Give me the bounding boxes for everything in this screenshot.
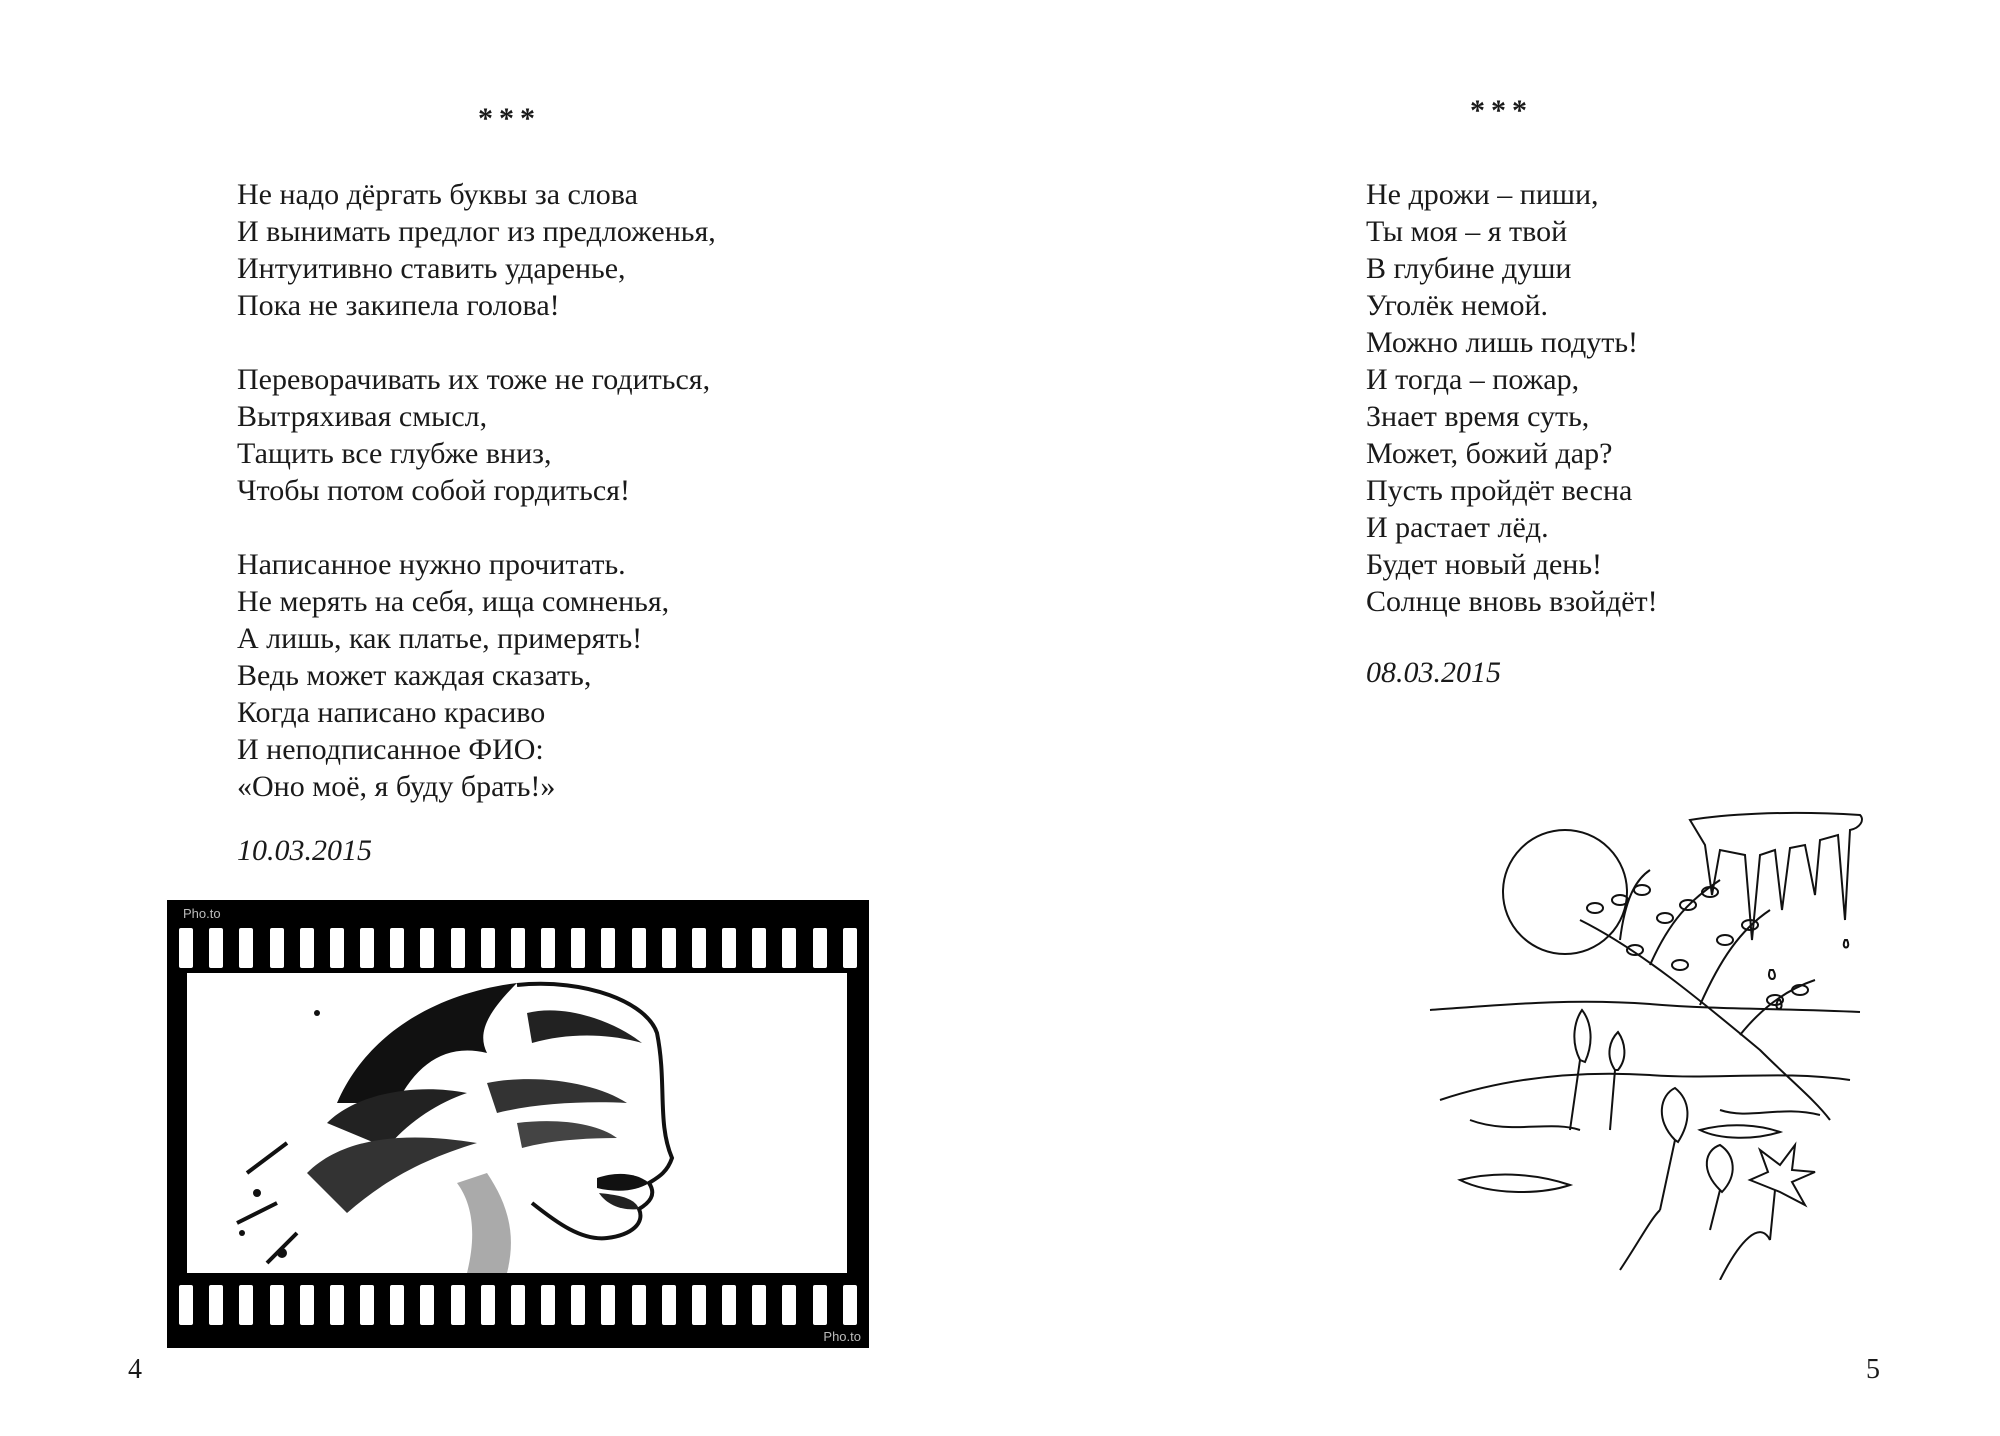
right-page: [1000, 0, 2000, 1436]
poem-line: В глубине души: [1366, 252, 1572, 285]
film-strip-illustration: [167, 900, 869, 1348]
poem-date: 08.03.2015: [1366, 656, 1501, 689]
woman-portrait-image: [187, 973, 847, 1273]
left-poem: [237, 176, 716, 842]
poem-line: Пока не закипела голова!: [237, 289, 560, 322]
poem-line: Не мерять на себя, ища сомненья,: [237, 585, 670, 618]
poem-line: Знает время суть,: [1366, 400, 1590, 433]
poem-line: Интуитивно ставить ударенье,: [237, 252, 626, 285]
poem-line: И тогда – пожар,: [1366, 363, 1580, 396]
film-perforations-top: [179, 928, 857, 968]
poem-line: Ведь может каждая сказать,: [237, 659, 592, 692]
poem-line: Ты моя – я твой: [1366, 215, 1568, 248]
poem-line: Не надо дёргать буквы за слова: [237, 178, 638, 211]
poem-line: Написанное нужно прочитать.: [237, 548, 626, 581]
page-number: 5: [1866, 1354, 1880, 1385]
poem-line: Будет новый день!: [1366, 548, 1603, 581]
poem-line: И растает лёд.: [1366, 511, 1549, 544]
page-number: 4: [128, 1354, 142, 1385]
stanza-1: [237, 176, 716, 324]
poem-separator-stars: ***: [1470, 94, 1533, 127]
poem-date: 10.03.2015: [237, 834, 372, 867]
stanza-3: [237, 546, 716, 805]
poem-line: Когда написано красиво: [237, 696, 546, 729]
poem-line: Не дрожи – пиши,: [1366, 178, 1599, 211]
poem-line: Вытряхивая смысл,: [237, 400, 488, 433]
poem-line: Переворачивать их тоже не годиться,: [237, 363, 711, 396]
poem-separator-stars: ***: [478, 102, 541, 135]
right-poem: [1366, 176, 1658, 620]
film-perforations-bottom: [179, 1285, 857, 1325]
poem-line: Чтобы потом собой гордиться!: [237, 474, 630, 507]
poem-line: А лишь, как платье, примерять!: [237, 622, 643, 655]
poem-line: И неподписанное ФИО:: [237, 733, 544, 766]
film-logo: Pho.to: [183, 906, 221, 921]
stanza-2: [237, 361, 716, 509]
poem-line: Уголёк немой.: [1366, 289, 1549, 322]
poem-line: Можно лишь подуть!: [1366, 326, 1639, 359]
poem-line: Солнце вновь взойдёт!: [1366, 585, 1658, 618]
poem-line: Пусть пройдёт весна: [1366, 474, 1633, 507]
poem-line: Может, божий дар?: [1366, 437, 1613, 470]
spring-landscape-illustration: [1420, 800, 1870, 1280]
film-logo: Pho.to: [823, 1329, 861, 1344]
poem-line: И вынимать предлог из предложенья,: [237, 215, 716, 248]
poem-line: Тащить все глубже вниз,: [237, 437, 552, 470]
poem-line: «Оно моё, я буду брать!»: [237, 770, 556, 803]
